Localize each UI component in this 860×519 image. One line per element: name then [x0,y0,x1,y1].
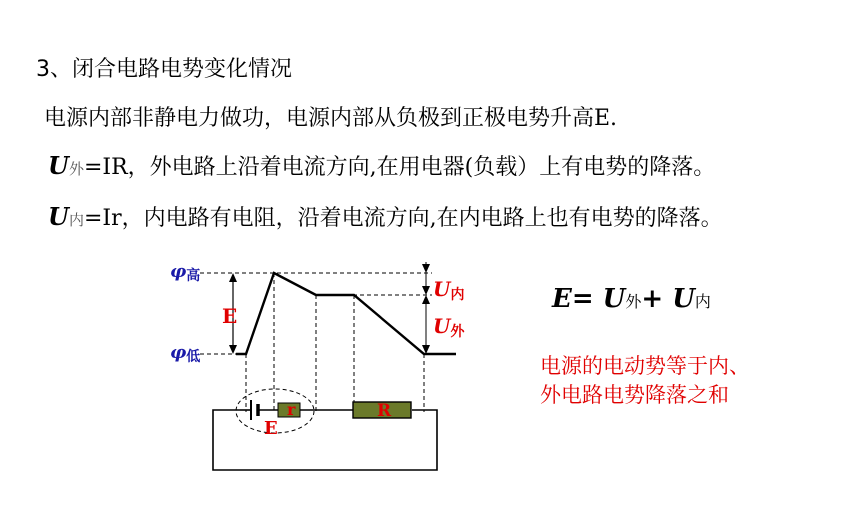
battery-e-label: E [264,418,278,439]
emf-formula [552,284,711,314]
phi-low-label: φ低 [170,342,201,365]
u-in-sub: 内 [68,211,84,229]
u-out-text: =IR，外电路上沿着电流方向,在用电器(负载）上有电势的降落。 [83,155,716,180]
conclusion-note [540,352,750,410]
u-in-label: U内 [433,277,465,303]
formula-sub2: 内 [694,292,711,311]
u-in-symbol: U [48,202,69,231]
formula-e: E= [552,284,603,314]
potential-curve [236,273,456,354]
section-heading: 3、闭合电路电势变化情况 [36,57,292,82]
u-out-sub: 外 [68,160,84,178]
formula-sub1: 外 [625,292,642,311]
u-in-text: =Ir，内电路有电阻，沿着电流方向,在内电路上也有电势的降落。 [83,206,723,231]
text-line-1: 电源内部非静电力做功，电源内部从负极到正极电势升高E. [44,106,618,131]
formula-u2: U [672,284,695,314]
r-label: r [287,400,296,419]
formula-u1: U [602,284,626,314]
phi-high-label: φ高 [170,261,201,284]
big-r-label: R [377,401,392,421]
circuit-wire [213,410,437,470]
u-out-symbol: U [48,151,69,180]
note-line-2: 外电路电势降落之和 [540,383,729,407]
formula-plus: + [641,284,673,314]
e-label: E [222,304,238,328]
note-line-1: 电源的电动势等于内、 [540,354,750,378]
u-out-label: U外 [433,314,465,340]
